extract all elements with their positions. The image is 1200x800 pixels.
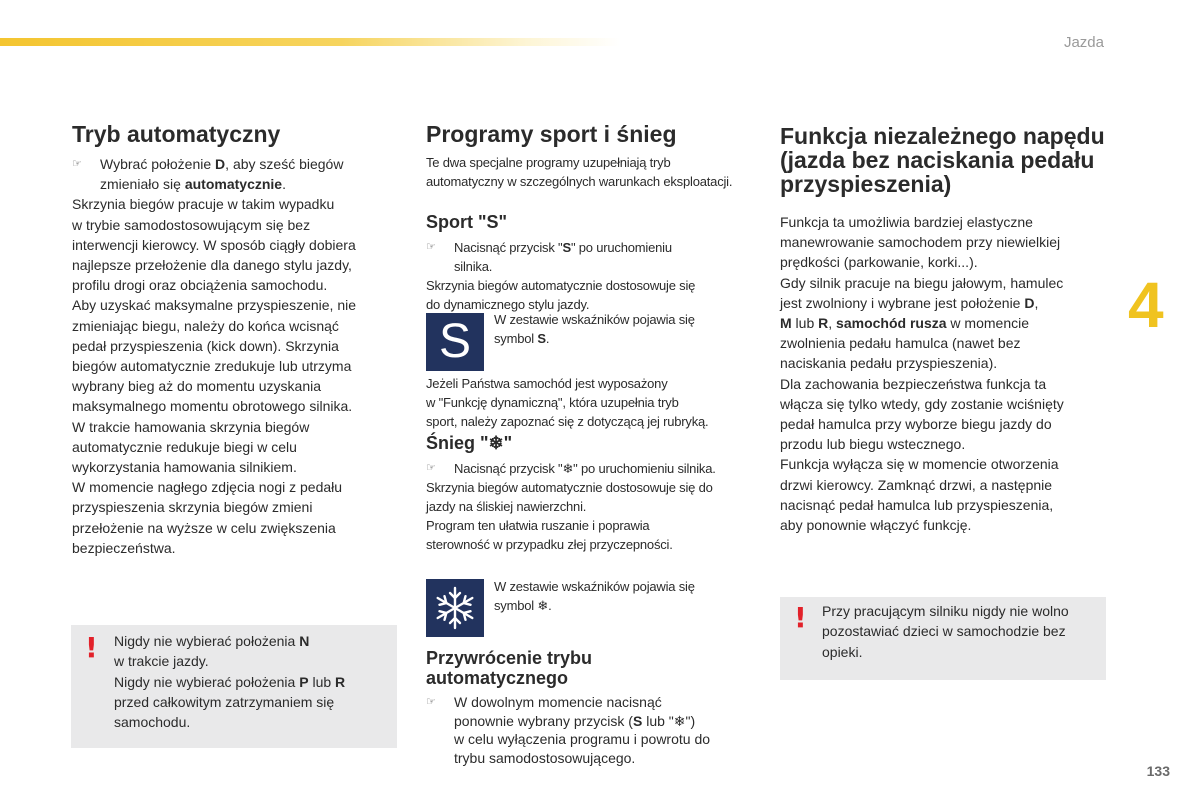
exclamation-icon: ! [85,631,98,664]
pointing-hand-icon: ☞ [426,696,436,708]
pointing-hand-icon: ☞ [426,241,436,253]
exclamation-icon: ! [794,601,807,634]
sport-snow-intro: Te dwa specjalne programy uzupełniają tryb automatyczny w szczególnych warunkach eksploatacji. [426,155,733,189]
subtitle-sport: Sport "S" [426,212,508,232]
page-number: 133 [1146,763,1170,779]
section-title-automatic: Tryb automatyczny [72,121,281,147]
pointing-hand-icon: ☞ [72,158,82,170]
sport-indicator-text: W zestawie wskaźników pojawia się symbol S. [494,312,695,346]
warning-box-children [780,597,1106,680]
column-automatic-mode [72,122,392,558]
header-accent-bar [0,38,620,46]
section-name: Jazda [1063,34,1104,51]
sport-section-text: ☞ Nacisnąć przycisk "S" po uruchomieniu silnika. Skrzynia biegów automatycznie dostosowuje się do dynamicznego stylu jazdy. [426,240,696,312]
warning-box-gear [71,625,397,748]
chapter-number: 4 [1128,269,1164,341]
pointing-hand-icon: ☞ [426,462,436,474]
snow-section-text: ☞ Nacisnąć przycisk "❄" po uruchomieniu silnika. Skrzynia biegów automatycznie dostosowuje się do jazdy na śliskiej nawierzchni. Program ten ułatwia ruszanie i poprawia sterowność w przypadku złej przyczepności. [426,461,716,552]
warning-text-children: Przy pracującym silniku nigdy nie wolno pozostawiać dzieci w samochodzie bez opieki. [822,603,1069,660]
automatic-body: Skrzynia biegów pracuje w takim wypadku w trybie samodostosowującym się bez interwencji kierowcy. W sposób ciągły dobiera najlepsze przełożenie dla danego stylu jazdy, profilu drogi oraz obciążenia samochodu. Aby uzyskać maksymalne przyspieszenie, nie zmieniając biegu, należy do końca wcisnąć pedał przyspieszenia (kick down). Skrzynia biegów automatycznie zredukuje lub utrzyma wybrany bieg aż do momentu uzyskania maksymalnego momentu obrotowego silnika. W trakcie hamowania skrzynia biegów automatycznie redukuje biegi w celu wykorzystania hamowania silnikiem. W momencie nagłego zdjęcia nogi z pedału przyspieszenia skrzynia biegów zmieni przełożenie na wyższe w celu zwiększenia bezpieczeństwa. [72,196,357,556]
subtitle-snow: Śnieg "❄" [426,433,513,453]
section-title-sport-snow: Programy sport i śnieg [426,121,677,147]
dynamic-function-note: Jeżeli Państwa samochód jest wyposażony w "Funkcję dynamiczną", która uzupełnia tryb sport, należy zapoznać się z dotyczącą jej rubryką. [426,376,709,429]
column-sport-snow [426,122,761,191]
section-title-creep: Funkcja niezależnego napędu (jazda bez naciskania pedału przyspieszenia) [780,123,1105,197]
column-creep-function [780,124,1120,535]
restore-bullet: ☞ W dowolnym momencie nacisnąć ponownie wybrany przycisk (S lub "❄") w celu wyłączenia programu i powrotu do trybu samodostosowującego. [426,694,711,766]
bullet-select-d: ☞ Wybrać położenie D, aby sześć biegów zmieniało się automatycznie. [72,156,344,193]
snow-indicator-text: W zestawie wskaźników pojawia się symbol ❄. [494,579,695,613]
snowflake-icon [426,579,484,637]
sport-mode-S-icon: S [426,313,484,371]
subtitle-restore-automatic: Przywrócenie trybu automatycznego [426,648,593,688]
warning-text-gear: Nigdy nie wybierać położenia N w trakcie jazdy. Nigdy nie wybierać położenia P lub R przed całkowitym zatrzymaniem się samochodu. [114,633,346,731]
creep-body: Funkcja ta umożliwia bardziej elastyczne manewrowanie samochodem przy niewielkiej prędkości (parkowanie, korki...). Gdy silnik pracuje na biegu jałowym, hamulec jest zwolniony i wybrane jest położenie D, M lub R, samochód rusza w momencie zwolnienia pedału hamulca (nawet bez naciskania pedału przyspieszenia). Dla zachowania bezpieczeństwa funkcja ta włącza się tylko wtedy, gdy zostanie wciśnięty pedał hamulca przy wyborze biegu jazdy do przodu lub biegu wstecznego. Funkcja wyłącza się w momencie otworzenia drzwi kierowcy. Zamknąć drzwi, a następnie nacisnąć pedał hamulca lub przyspieszenia, aby ponownie włączyć funkcję. [780,214,1064,534]
